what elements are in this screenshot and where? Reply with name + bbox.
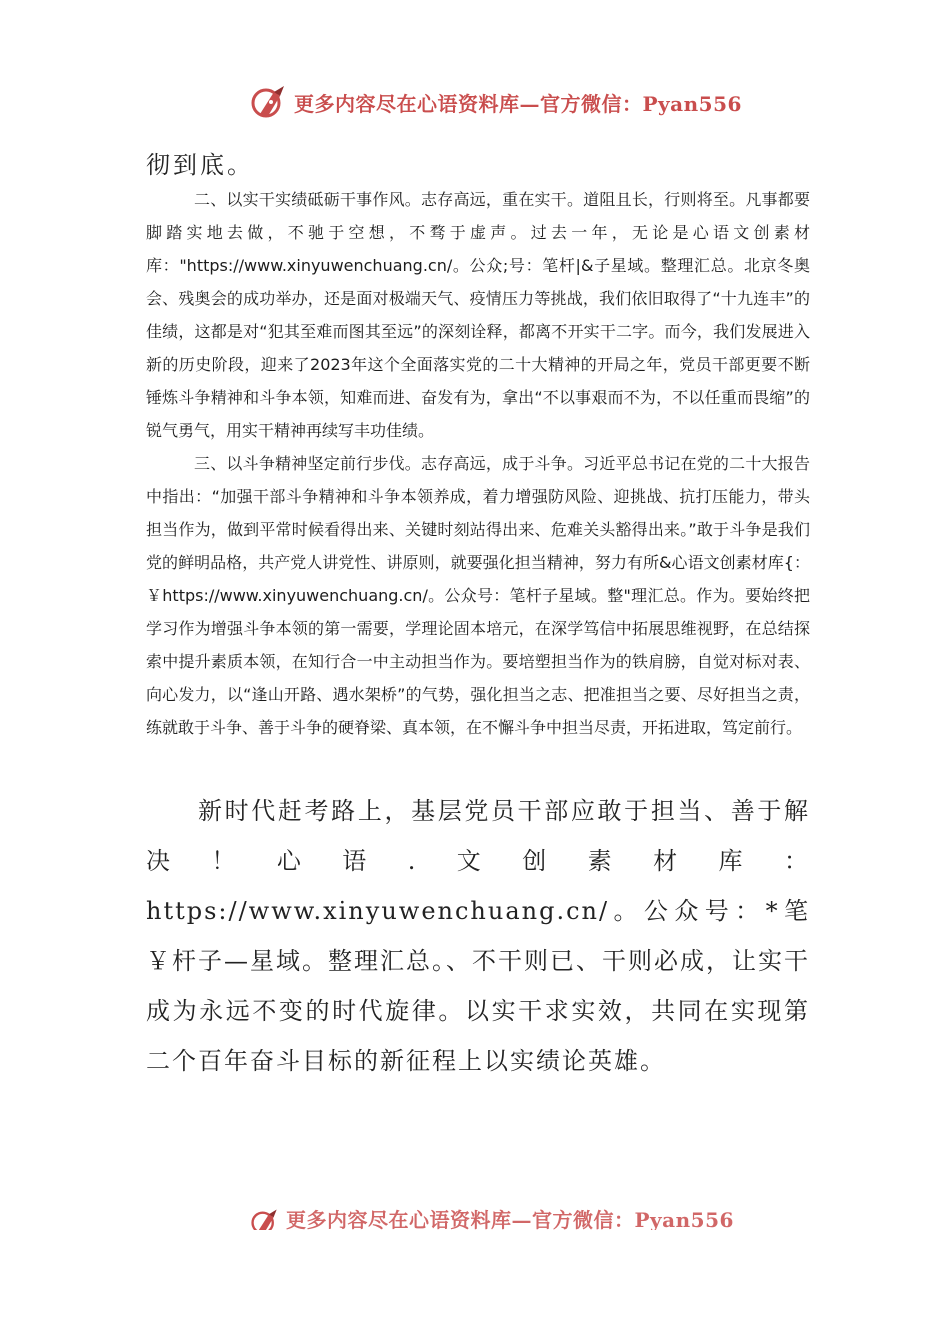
paragraph-final: 新时代赶考路上，基层党员干部应敢于担当、善于解决！心语.文创素材库：https://www.xinyuwenchuang.cn/。公众号：*笔￥杆子—星域。整理汇总。、不干则已、干则必成，让实干成为永远不变的时代旋律。以实干求实效，共同在实现第二个百年奋斗目标的新征程上以实绩论英雄。	[146, 797, 810, 1075]
footer-watermark	[250, 1208, 734, 1230]
watermark-text: 更多内容尽在心语资料库—官方微信：Pyan556	[286, 1208, 734, 1230]
watermark-text: 更多内容尽在心语资料库—官方微信：Pyan556	[294, 91, 742, 116]
pen-nib-logo-icon	[250, 84, 288, 120]
paragraph-2: 二、以实干实绩砥砺干事作风。志存高远，重在实干。道阻且长，行则将至。凡事都要脚踏实地去做，不驰于空想，不骛于虚声。过去一年，无论是心语文创素材库："https://www.xinyuwenchuang.cn/。公众;号：笔杆|&子星域。整理汇总。北京冬奥会、残奥会的成功举办，还是面对极端天气、疫情压力等挑战，我们依旧取得了“十九连丰”的佳绩，这都是对“犯其至难而图其至远”的深刻诠释，都离不开实干二字。而今，我们发展进入新的历史阶段，迎来了2023年这个全面落实党的二十大精神的开局之年，党员干部更要不断锤炼斗争精神和斗争本领，知难而进、奋发有为，拿出“不以事艰而不为，不以任重而畏缩”的锐气勇气，用实干精神再续写丰功佳绩。	[146, 190, 810, 440]
header-watermark	[250, 84, 742, 120]
paragraph-continuation: 彻到底。	[146, 151, 254, 179]
paragraph-3: 三、以斗争精神坚定前行步伐。志存高远，成于斗争。习近平总书记在党的二十大报告中指出：“加强干部斗争精神和斗争本领养成，着力增强防风险、迎挑战、抗打压能力，带头担当作为，做到平常时候看得出来、关键时刻站得出来、危难关头豁得出来。”敢于斗争是我们党的鲜明品格，共产党人讲党性、讲原则，就要强化担当精神，努力有所&心语文创素材库{：￥https://www.xinyuwenchuang.cn/。公众号：笔杆子星域。整"理汇总。作为。要始终把学习作为增强斗争本领的第一需要，学理论固本培元，在深学笃信中拓展思维视野，在总结探索中提升素质本领，在知行合一中主动担当作为。要培塑担当作为的铁肩膀，自觉对标对表、向心发力，以“逢山开路、遇水架桥”的气势，强化担当之志、把准担当之要、尽好担当之责，练就敢于斗争、善于斗争的硬脊梁、真本领，在不懈斗争中担当尽责，开拓进取，笃定前行。	[146, 454, 810, 737]
body-text	[146, 183, 810, 744]
pen-nib-logo-icon	[250, 1208, 280, 1230]
